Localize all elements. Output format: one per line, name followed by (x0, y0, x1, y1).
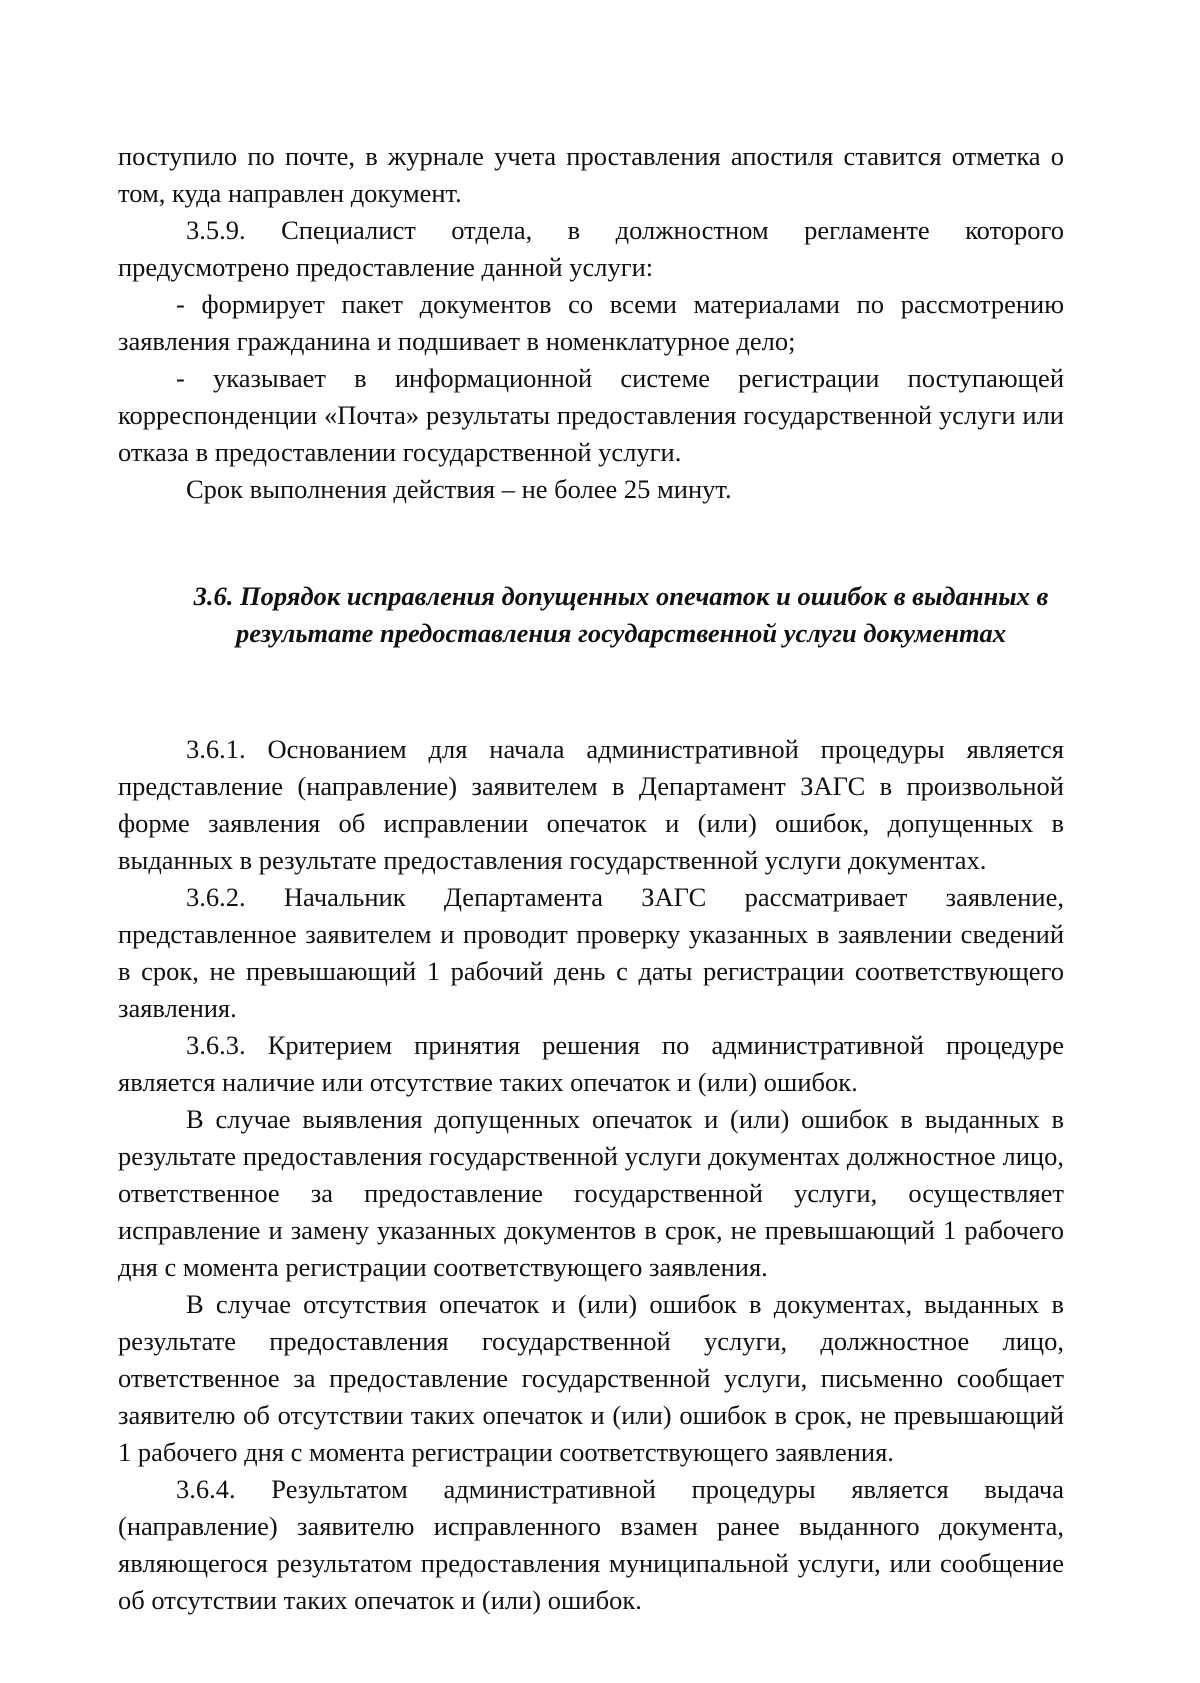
paragraph-3-6-3: 3.6.3. Критерием принятия решения по административной процедуре является наличие или отсутствие таких опечаток и (или) ошибок. (118, 1030, 1064, 1097)
section-heading-line-2: результате предоставления государственной услуги документах (235, 618, 1007, 648)
paragraph-deadline: Срок выполнения действия – не более 25 минут. (186, 474, 732, 504)
paragraph-no-errors: В случае отсутствия опечаток и (или) ошибок в документах, выданных в результате предоставления государственной услуги, должностное лицо, ответственное за предоставление государственной услуги, письменно сообщает заявителю об отсутствии таких опечаток и (или) ошибок в срок, не превышающий 1 рабочего дня с момента регистрации соответствующего заявления. (118, 1289, 1064, 1467)
paragraph-list-item-2: - указывает в информационной системе регистрации поступающей корреспонденции «Почта» результаты предоставления государственной услуги или отказа в предоставлении государственной услуги. (118, 363, 1064, 467)
section-heading-line-1: 3.6. Порядок исправления допущенных опечаток и ошибок в выданных в (193, 581, 1049, 611)
paragraph-3-5-9: 3.5.9. Специалист отдела, в должностном регламенте которого предусмотрено предоставление данной услуги: (118, 215, 1064, 282)
paragraph-3-6-2: 3.6.2. Начальник Департамента ЗАГС рассматривает заявление, представленное заявителем и проводит проверку указанных в заявлении сведений в срок, не превышающий 1 рабочий день с даты регистрации соответствующего заявления. (118, 882, 1064, 1023)
paragraph-continuation: поступило по почте, в журнале учета проставления апостиля ставится отметка о том, куда направлен документ. (118, 141, 1064, 208)
paragraph-3-6-4: 3.6.4. Результатом административной процедуры является выдача (направление) заявителю исправленного взамен ранее выданного документа, являющегося результатом предоставления муниципальной услуги, или сообщение об отсутствии таких опечаток и (или) ошибок. (118, 1474, 1064, 1615)
document-body (118, 138, 1064, 1619)
paragraph-errors-found: В случае выявления допущенных опечаток и (или) ошибок в выданных в результате предоставления государственной услуги документах должностное лицо, ответственное за предоставление государственной услуги, осуществляет исправление и замену указанных документов в срок, не превышающий 1 рабочего дня с момента регистрации соответствующего заявления. (118, 1104, 1064, 1282)
section-heading (118, 578, 1064, 652)
paragraph-list-item-1: - формирует пакет документов со всеми материалами по рассмотрению заявления гражданина и подшивает в номенклатурное дело; (118, 289, 1064, 356)
paragraph-3-6-1: 3.6.1. Основанием для начала административной процедуры является представление (направление) заявителем в Департамент ЗАГС в произвольной форме заявления об исправлении опечаток и (или) ошибок, допущенных в выданных в результате предоставления государственной услуги документах. (118, 734, 1064, 875)
